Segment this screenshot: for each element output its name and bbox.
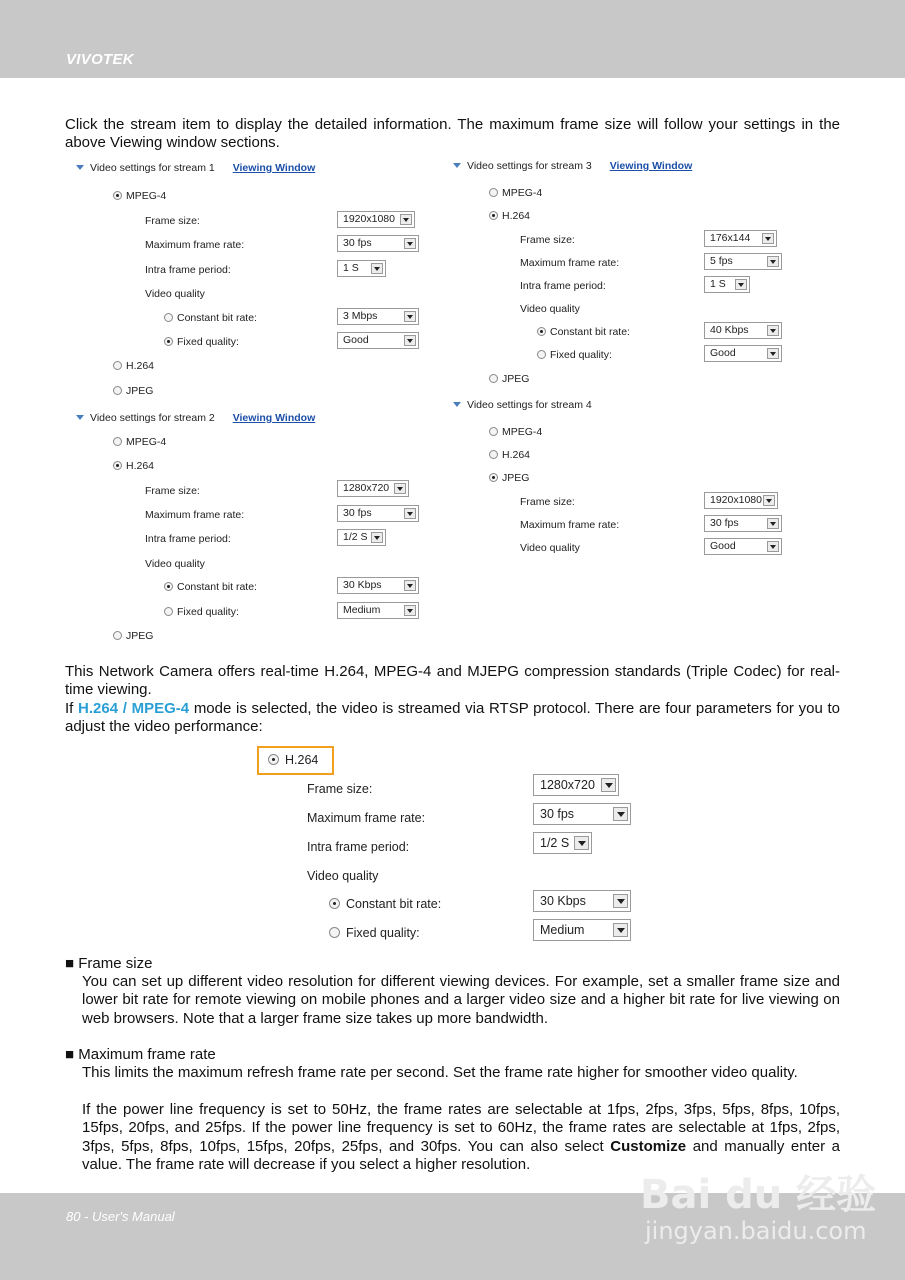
radio-selected-icon[interactable]: [537, 327, 546, 336]
frame-size-select[interactable]: 1920x1080: [337, 211, 415, 228]
video-quality-select[interactable]: Good: [704, 538, 782, 555]
dropdown-arrow-icon[interactable]: [394, 483, 406, 494]
radio-icon[interactable]: [537, 350, 546, 359]
dropdown-arrow-icon[interactable]: [371, 532, 383, 543]
constant-bit-rate-option[interactable]: Constant bit rate:: [164, 312, 257, 325]
bit-rate-select[interactable]: 30 Kbps: [533, 890, 631, 912]
max-frame-rate-body: This limits the maximum refresh frame rate per second. Set the frame rate higher for smoother video quality.: [82, 1064, 798, 1081]
frame-size-body: You can set up different video resolution for different viewing devices. For example, set a smaller frame size and lower bit rate for remote viewing on mobile phones and a larger video size and a higher bit rate for live viewing on web browsers. Note that a larger frame size takes up more bandwidth.: [82, 973, 840, 1027]
jpeg-option[interactable]: JPEG: [489, 472, 529, 485]
dropdown-arrow-icon[interactable]: [767, 325, 779, 336]
dropdown-arrow-icon[interactable]: [613, 923, 628, 937]
fixed-quality-option[interactable]: Fixed quality:: [329, 925, 420, 941]
h264-option[interactable]: H.264: [113, 360, 154, 373]
frame-size-select[interactable]: 176x144: [704, 230, 777, 247]
h264-option[interactable]: H.264: [489, 449, 530, 462]
dropdown-arrow-icon[interactable]: [371, 263, 383, 274]
fixed-quality-select[interactable]: Good: [704, 345, 782, 362]
stream-2-header[interactable]: Video settings for stream 2 Viewing Window: [76, 412, 315, 425]
intra-frame-label: Intra frame period:: [145, 264, 231, 276]
h264-option[interactable]: H.264: [113, 460, 154, 473]
radio-icon[interactable]: [489, 374, 498, 383]
fixed-quality-option[interactable]: Fixed quality:: [537, 349, 612, 362]
frame-size-heading: ■ Frame size: [65, 955, 153, 972]
max-frame-rate-label: Maximum frame rate:: [145, 509, 245, 521]
stream-4-header[interactable]: Video settings for stream 4: [453, 399, 592, 412]
dropdown-arrow-icon[interactable]: [404, 580, 416, 591]
frame-rate-select[interactable]: 30 fps: [337, 235, 419, 252]
watermark-url: jingyan.baidu.com: [645, 1217, 867, 1245]
intra-frame-select[interactable]: 1/2 S: [337, 529, 386, 546]
intra-frame-label: Intra frame period:: [307, 840, 410, 854]
radio-selected-icon[interactable]: [329, 898, 340, 909]
dropdown-arrow-icon[interactable]: [404, 605, 416, 616]
frame-size-label: Frame size:: [307, 782, 373, 796]
radio-icon[interactable]: [489, 450, 498, 459]
customize-term: Customize: [610, 1137, 687, 1155]
radio-selected-icon[interactable]: [268, 754, 279, 765]
bit-rate-select[interactable]: 3 Mbps: [337, 308, 419, 325]
radio-icon[interactable]: [489, 188, 498, 197]
video-quality-label: Video quality: [520, 542, 580, 554]
dropdown-arrow-icon[interactable]: [767, 348, 779, 359]
dropdown-arrow-icon[interactable]: [574, 836, 589, 850]
max-frame-rate-detail: If the power line frequency is set to 50Hz, the frame rates are selectable at 1fps, 2fps, 3fps, 5fps, 8fps, 10fps, 15fps, 20fps, and 25fps. If the power line frequency is set to 60Hz, the frame rates are selectable at 1fps, 2fps, 3fps, 5fps, 8fps, 10fps, 15fps, 20fps, 25fps, and 30fps. You can also select Customize and manually enter a value. The frame rate will decrease if you select a higher resolution.: [82, 1101, 841, 1173]
video-quality-label: Video quality: [307, 869, 379, 883]
expand-triangle-icon: [453, 163, 461, 168]
radio-icon[interactable]: [113, 631, 122, 640]
dropdown-arrow-icon[interactable]: [767, 256, 779, 267]
viewing-window-link[interactable]: Viewing Window: [609, 160, 693, 172]
dropdown-arrow-icon[interactable]: [767, 541, 779, 552]
frame-size-select[interactable]: 1920x1080: [704, 492, 778, 509]
watermark-logo: Bai du 经验: [640, 1172, 877, 1218]
jpeg-option[interactable]: JPEG: [113, 385, 153, 398]
dropdown-arrow-icon[interactable]: [404, 311, 416, 322]
frame-rate-select[interactable]: 5 fps: [704, 253, 782, 270]
expand-triangle-icon: [453, 402, 461, 407]
radio-icon[interactable]: [164, 313, 173, 322]
video-quality-label: Video quality: [145, 288, 205, 300]
fixed-quality-option[interactable]: Fixed quality:: [164, 606, 239, 619]
jpeg-option[interactable]: JPEG: [489, 373, 529, 386]
stream-1-header[interactable]: Video settings for stream 1 Viewing Window: [76, 162, 315, 175]
intra-frame-select[interactable]: 1/2 S: [533, 832, 592, 854]
dropdown-arrow-icon[interactable]: [763, 495, 775, 506]
radio-selected-icon[interactable]: [489, 473, 498, 482]
dropdown-arrow-icon[interactable]: [400, 214, 412, 225]
mpeg4-option[interactable]: MPEG-4: [113, 436, 166, 449]
fixed-quality-select[interactable]: Medium: [337, 602, 419, 619]
dropdown-arrow-icon[interactable]: [601, 778, 616, 792]
dropdown-arrow-icon[interactable]: [404, 238, 416, 249]
intra-frame-label: Intra frame period:: [520, 280, 606, 292]
frame-size-label: Frame size:: [145, 215, 200, 227]
intra-frame-select[interactable]: 1 S: [337, 260, 386, 277]
fixed-quality-option[interactable]: Fixed quality:: [164, 336, 239, 349]
dropdown-arrow-icon[interactable]: [762, 233, 774, 244]
radio-selected-icon[interactable]: [113, 461, 122, 470]
expand-triangle-icon: [76, 165, 84, 170]
constant-bit-rate-option[interactable]: Constant bit rate:: [164, 581, 257, 594]
viewing-window-link[interactable]: Viewing Window: [232, 412, 316, 424]
video-quality-label: Video quality: [145, 558, 205, 570]
fixed-quality-select[interactable]: Medium: [533, 919, 631, 941]
bit-rate-select[interactable]: 30 Kbps: [337, 577, 419, 594]
frame-size-select[interactable]: 1280x720: [337, 480, 409, 497]
frame-size-label: Frame size:: [145, 485, 200, 497]
mpeg4-option[interactable]: MPEG-4: [489, 426, 542, 439]
max-frame-rate-label: Maximum frame rate:: [520, 257, 620, 269]
video-quality-label: Video quality: [520, 303, 580, 315]
frame-rate-select[interactable]: 30 fps: [533, 803, 631, 825]
dropdown-arrow-icon[interactable]: [613, 807, 628, 821]
dropdown-arrow-icon[interactable]: [735, 279, 747, 290]
mpeg4-option[interactable]: MPEG-4: [113, 190, 166, 203]
radio-selected-icon[interactable]: [489, 211, 498, 220]
radio-icon[interactable]: [329, 927, 340, 938]
dropdown-arrow-icon[interactable]: [767, 518, 779, 529]
constant-bit-rate-option[interactable]: Constant bit rate:: [329, 896, 441, 912]
frame-rate-select[interactable]: 30 fps: [704, 515, 782, 532]
frame-size-label: Frame size:: [520, 496, 575, 508]
page-number: 80 - User's Manual: [66, 1209, 175, 1224]
max-frame-rate-label: Maximum frame rate:: [520, 519, 620, 531]
jpeg-option[interactable]: JPEG: [113, 630, 153, 643]
viewing-window-link[interactable]: Viewing Window: [232, 162, 316, 174]
frame-size-label: Frame size:: [520, 234, 575, 246]
codec-highlight: H.264 / MPEG-4: [78, 700, 190, 717]
radio-icon[interactable]: [489, 427, 498, 436]
max-frame-rate-heading: ■ Maximum frame rate: [65, 1046, 216, 1063]
radio-selected-icon[interactable]: [113, 191, 122, 200]
radio-icon[interactable]: [164, 607, 173, 616]
bit-rate-select[interactable]: 40 Kbps: [704, 322, 782, 339]
constant-bit-rate-option[interactable]: Constant bit rate:: [537, 326, 630, 339]
intro-paragraph: Click the stream item to display the detailed information. The maximum frame size will follow your settings in the above Viewing window sections.: [65, 116, 840, 152]
stream-3-header[interactable]: Video settings for stream 3 Viewing Window: [453, 160, 692, 173]
expand-triangle-icon: [76, 415, 84, 420]
dropdown-arrow-icon[interactable]: [404, 335, 416, 346]
max-frame-rate-label: Maximum frame rate:: [145, 239, 245, 251]
radio-selected-icon[interactable]: [164, 582, 173, 591]
radio-selected-icon[interactable]: [164, 337, 173, 346]
rtsp-paragraph: If H.264 / MPEG-4 mode is selected, the video is streamed via RTSP protocol. There are four parameters for you to adjust the video performance:: [65, 700, 840, 736]
mpeg4-option[interactable]: MPEG-4: [489, 187, 542, 200]
h264-option[interactable]: H.264: [489, 210, 530, 223]
intra-frame-label: Intra frame period:: [145, 533, 231, 545]
dropdown-arrow-icon[interactable]: [404, 508, 416, 519]
dropdown-arrow-icon[interactable]: [613, 894, 628, 908]
codec-paragraph: This Network Camera offers real-time H.264, MPEG-4 and MJEPG compression standards (Triple Codec) for real-time viewing.: [65, 663, 840, 699]
brand-logo: VIVOTEK: [66, 51, 134, 68]
frame-rate-select[interactable]: 30 fps: [337, 505, 419, 522]
intra-frame-select[interactable]: 1 S: [704, 276, 750, 293]
header-bar: [0, 0, 905, 78]
fixed-quality-select[interactable]: Good: [337, 332, 419, 349]
h264-option[interactable]: H.264: [268, 752, 318, 768]
frame-size-select[interactable]: 1280x720: [533, 774, 619, 796]
max-frame-rate-label: Maximum frame rate:: [307, 811, 426, 825]
radio-icon[interactable]: [113, 437, 122, 446]
radio-icon[interactable]: [113, 361, 122, 370]
radio-icon[interactable]: [113, 386, 122, 395]
